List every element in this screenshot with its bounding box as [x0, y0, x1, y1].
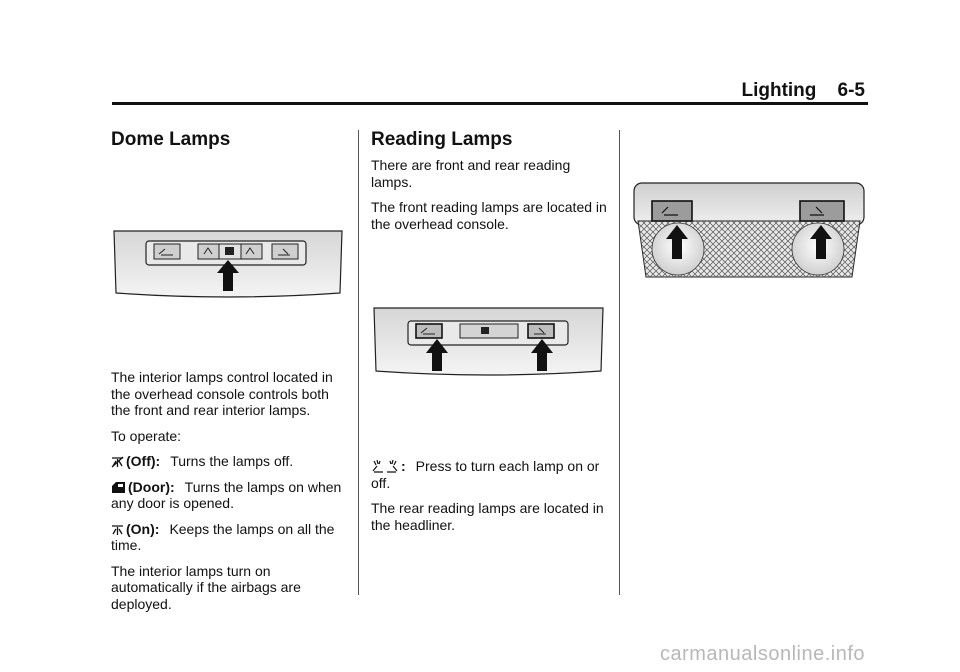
off-item	[111, 453, 347, 470]
header-rule	[112, 102, 868, 105]
door-text: Turns the lamps on when any door is opened.	[111, 478, 342, 511]
reading-lamp-right-icon	[386, 459, 399, 473]
door-label: (Door):	[128, 478, 175, 495]
lamp-on-icon	[111, 523, 124, 536]
reading-lamps-text-top	[371, 157, 607, 241]
on-text: Keeps the lamps on all the time.	[111, 520, 335, 553]
off-label: (Off):	[126, 453, 161, 469]
dome-intro: The interior lamps control located in the overhead console controls both the front and rear interior lamps.	[111, 369, 333, 418]
to-operate: To operate:	[111, 427, 182, 444]
off-text: Turns the lamps off.	[170, 453, 294, 469]
reading-press-text: Press to turn each lamp on or off.	[371, 458, 600, 491]
front-reading-location: The front reading lamps are located in the overhead console.	[371, 199, 607, 232]
door-icon	[111, 481, 126, 494]
rear-reading-location: The rear reading lamps are located in the headliner.	[371, 500, 604, 533]
on-item	[111, 521, 347, 554]
header-section: Lighting	[741, 80, 817, 101]
dome-lamp-control-illustration	[112, 227, 344, 299]
reading-colon: :	[401, 458, 406, 474]
on-label: (On):	[126, 520, 160, 537]
reading-press-item	[371, 458, 609, 491]
door-item	[111, 479, 347, 512]
header-page-number: 6-5	[837, 80, 865, 101]
dome-lamps-text	[111, 369, 347, 621]
reading-lamps-heading: Reading Lamps	[371, 129, 513, 150]
column-divider-2	[619, 130, 620, 595]
front-reading-lamp-illustration	[372, 305, 605, 377]
dome-lamps-heading: Dome Lamps	[111, 129, 231, 150]
reading-lamps-text-bottom	[371, 458, 609, 542]
column-divider-1	[358, 130, 359, 595]
page-header	[741, 80, 865, 102]
reading-intro: There are front and rear reading lamps.	[371, 157, 571, 190]
reading-lamp-left-icon	[371, 459, 384, 473]
lamp-off-icon	[111, 455, 124, 468]
dome-airbags-note: The interior lamps turn on automatically if the airbags are deployed.	[111, 562, 301, 612]
rear-reading-lamp-illustration	[632, 181, 866, 279]
watermark: carmanualsonline.info	[659, 643, 865, 665]
